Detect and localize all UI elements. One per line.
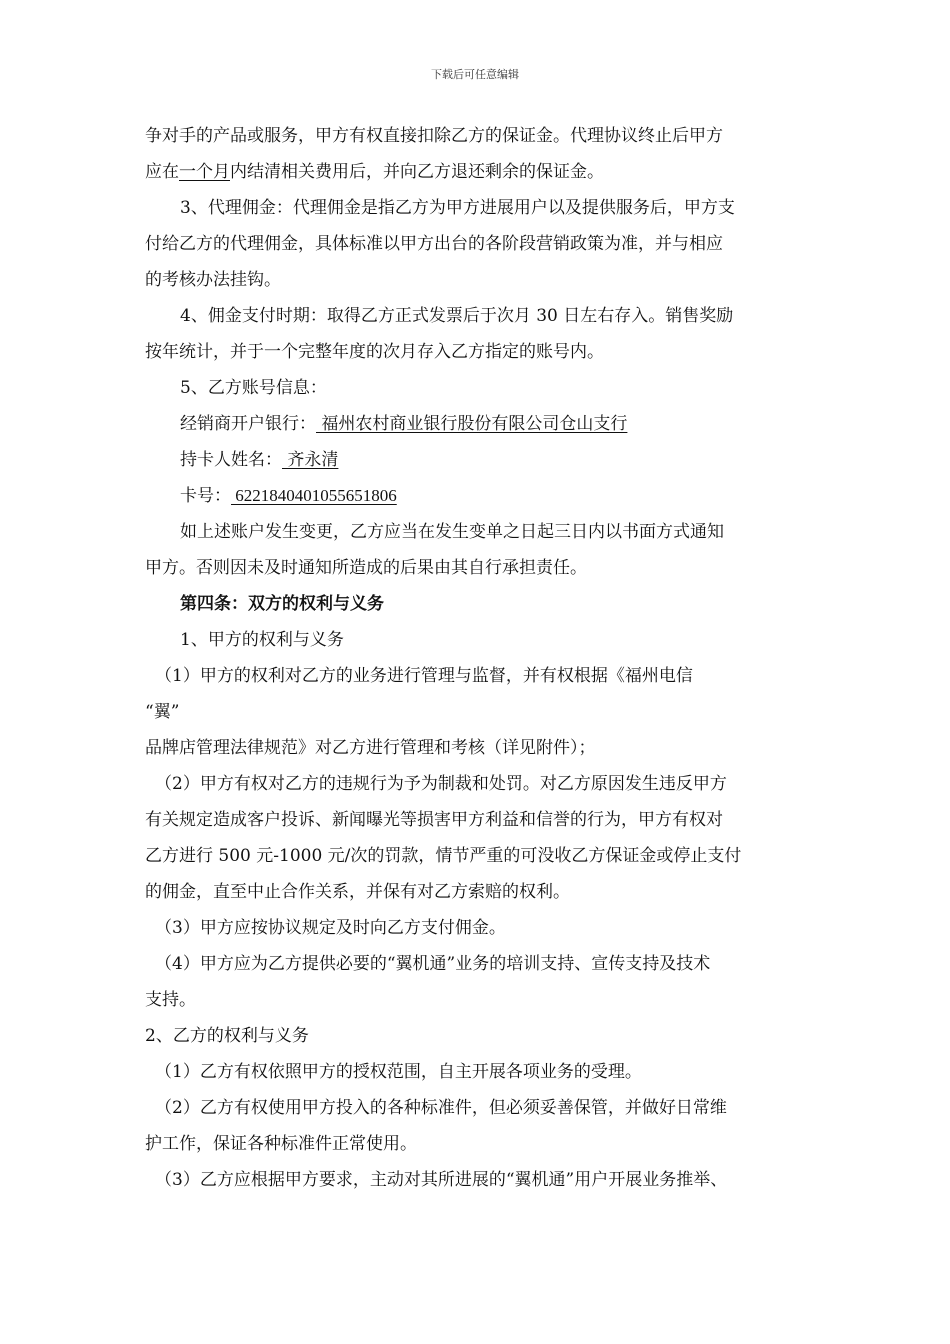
paragraph-line: 争对手的产品或服务，甲方有权直接扣除乙方的保证金。代理协议终止后甲方 bbox=[145, 126, 723, 146]
paragraph-line: 3、代理佣金：代理佣金是指乙方为甲方进展用户以及提供服务后，甲方支 bbox=[180, 198, 735, 218]
paragraph-line: 4、佣金支付时期：取得乙方正式发票后于次月 30 日左右存入。销售奖励 bbox=[180, 306, 734, 326]
paragraph-line: 的佣金，直至中止合作关系，并保有对乙方索赔的权利。 bbox=[145, 882, 570, 902]
paragraph-line: 支持。 bbox=[145, 990, 196, 1010]
paragraph-line: 有关规定造成客户投诉、新闻曝光等损害甲方利益和信誉的行为，甲方有权对 bbox=[145, 810, 723, 830]
text-span: 应在 bbox=[145, 162, 179, 182]
paragraph-line: （1）乙方有权依照甲方的授权范围，自主开展各项业务的受理。 bbox=[155, 1062, 642, 1082]
bank-info-line bbox=[145, 406, 825, 442]
holder-label: 持卡人姓名： bbox=[180, 450, 282, 470]
holder-value: 齐永清 bbox=[282, 450, 339, 470]
article-heading: 第四条：双方的权利与义务 bbox=[180, 594, 384, 614]
paragraph-line: （2）乙方有权使用甲方投入的各种标准件，但必须妥善保管，并做好日常维 bbox=[155, 1098, 727, 1118]
paragraph-line: （4）甲方应为乙方提供必要的“翼机通”业务的培训支持、宣传支持及技术 bbox=[155, 954, 711, 974]
paragraph-line: 付给乙方的代理佣金，具体标准以甲方出台的各阶段营销政策为准，并与相应 bbox=[145, 234, 723, 254]
paragraph-line: “翼” bbox=[145, 702, 180, 722]
paragraph-line: 品牌店管理法律规范》对乙方进行管理和考核（详见附件）； bbox=[145, 738, 596, 758]
paragraph-line: 的考核办法挂钩。 bbox=[145, 270, 281, 290]
section-heading: 1、甲方的权利与义务 bbox=[180, 630, 344, 650]
paragraph-line: 乙方进行 500 元-1000 元/次的罚款，情节严重的可没收乙方保证金或停止支付 bbox=[145, 846, 742, 866]
card-label: 卡号： bbox=[180, 486, 231, 506]
bank-label: 经销商开户银行： bbox=[180, 414, 316, 434]
card-info-line bbox=[145, 478, 825, 514]
paragraph-line: 按年统计，并于一个完整年度的次月存入乙方指定的账号内。 bbox=[145, 342, 604, 362]
holder-info-line bbox=[145, 442, 825, 478]
document-body bbox=[145, 118, 825, 1198]
paragraph-line: （3）乙方应根据甲方要求，主动对其所进展的“翼机通”用户开展业务推举、 bbox=[155, 1170, 728, 1190]
paragraph-line: 如上述账户发生变更，乙方应当在发生变单之日起三日内以书面方式通知 bbox=[180, 522, 724, 542]
page-header: 下载后可任意编辑 bbox=[431, 68, 519, 81]
paragraph-line: 护工作，保证各种标准件正常使用。 bbox=[145, 1134, 417, 1154]
paragraph-line: （1）甲方的权利对乙方的业务进行管理与监督，并有权根据《福州电信 bbox=[155, 666, 693, 686]
bank-value: 福州农村商业银行股份有限公司仓山支行 bbox=[316, 414, 628, 434]
card-value: 6221840401055651806 bbox=[231, 486, 397, 505]
paragraph-line: （2）甲方有权对乙方的违规行为予为制裁和处罚。对乙方原因发生违反甲方 bbox=[155, 774, 727, 794]
underlined-term: 一个月 bbox=[179, 162, 230, 182]
paragraph-line: 甲方。否则因未及时通知所造成的后果由其自行承担责任。 bbox=[145, 558, 587, 578]
paragraph-line: 5、乙方账号信息： bbox=[180, 378, 327, 398]
section-heading: 2、乙方的权利与义务 bbox=[145, 1026, 309, 1046]
paragraph-line: （3）甲方应按协议规定及时向乙方支付佣金。 bbox=[155, 918, 506, 938]
text-span: 内结清相关费用后，并向乙方退还剩余的保证金。 bbox=[230, 162, 604, 182]
paragraph-line bbox=[145, 154, 825, 190]
